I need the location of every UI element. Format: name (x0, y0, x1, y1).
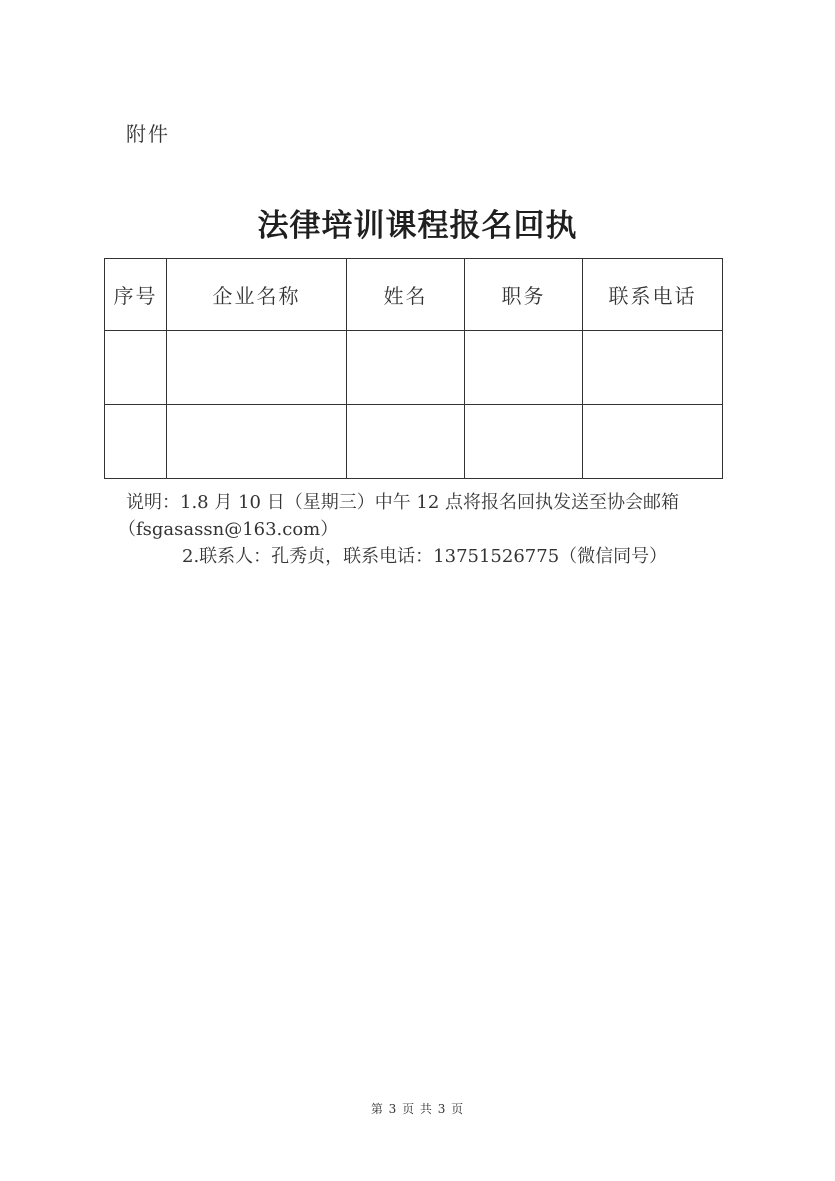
table-row (105, 405, 723, 479)
table-row (105, 331, 723, 405)
header-cell-phone: 联系电话 (583, 259, 723, 331)
table-cell[interactable] (583, 331, 723, 405)
registration-table (104, 258, 723, 479)
table-cell[interactable] (105, 405, 167, 479)
note-email: （fsgasassn@163.com） (118, 519, 339, 540)
note-line-1: 说明：1.8 月 10 日（星期三）中午 12 点将报名回执发送至协会邮箱 (126, 492, 680, 513)
header-cell-position: 职务 (465, 259, 583, 331)
table-cell[interactable] (167, 405, 347, 479)
table-cell[interactable] (583, 405, 723, 479)
table-cell[interactable] (465, 331, 583, 405)
table-header-row (105, 259, 723, 331)
header-cell-name: 姓名 (347, 259, 465, 331)
header-cell-serial: 序号 (105, 259, 167, 331)
table-cell[interactable] (347, 405, 465, 479)
table-cell[interactable] (465, 405, 583, 479)
table-cell[interactable] (167, 331, 347, 405)
attachment-label: 附件 (126, 122, 170, 146)
table-cell[interactable] (347, 331, 465, 405)
table-cell[interactable] (105, 331, 167, 405)
header-cell-company: 企业名称 (167, 259, 347, 331)
note-contact: 2.联系人：孔秀贞，联系电话：13751526775（微信同号） (182, 546, 668, 567)
document-title: 法律培训课程报名回执 (257, 208, 578, 244)
page-footer: 第 3 页 共 3 页 (370, 1102, 465, 1116)
